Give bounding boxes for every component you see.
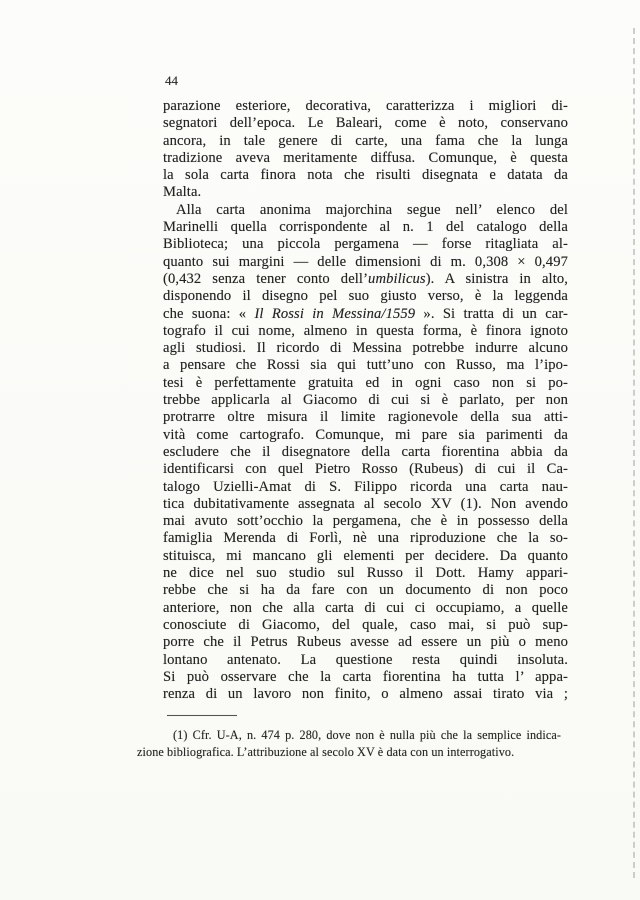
italic-text: Il Rossi in Messina/1559 bbox=[254, 305, 416, 322]
text-segment: Alla carta anonima majorchina segue nell’ elenco del bbox=[176, 201, 568, 218]
text-segment: identificarsi con quel Pietro Rosso (Rubeus) di cui il Ca- bbox=[163, 461, 568, 478]
text-line bbox=[163, 530, 568, 547]
text-segment: ». Si tratta di un car- bbox=[415, 305, 568, 322]
text-line bbox=[163, 479, 568, 496]
text-line bbox=[163, 323, 568, 340]
text-line bbox=[137, 744, 561, 761]
text-line bbox=[163, 236, 568, 253]
footnote-separator-rule bbox=[167, 715, 237, 716]
text-segment: Marinelli quella corrispondente al n. 1 del catalogo della bbox=[163, 219, 568, 236]
text-segment: protrarre oltre misura il limite ragionevole della sua atti- bbox=[163, 409, 568, 426]
text-segment: (0,432 senza tener conto dell’ bbox=[163, 270, 369, 287]
text-segment: parazione esteriore, decorativa, caratterizza i migliori di- bbox=[163, 98, 568, 114]
text-segment: segnatori dell’epoca. Le Baleari, come è noto, conservano bbox=[163, 115, 568, 132]
text-line bbox=[163, 375, 568, 392]
text-line bbox=[163, 582, 568, 599]
text-segment: la sola carta finora nota che risulti disegnata e datata da bbox=[163, 167, 568, 184]
text-line bbox=[163, 600, 568, 617]
text-segment: che suona: « bbox=[163, 305, 255, 322]
text-line bbox=[163, 288, 568, 305]
text-line bbox=[163, 98, 568, 115]
text-segment: ). A sinistra in alto, bbox=[425, 270, 568, 287]
text-line bbox=[163, 634, 568, 651]
text-line bbox=[163, 357, 568, 374]
text-line bbox=[163, 669, 568, 686]
text-segment: tesi è perfettamente gratuita ed in ogni caso non si po- bbox=[163, 374, 568, 391]
text-segment: tradizione aveva meritamente diffusa. Comunque, è questa bbox=[163, 149, 568, 166]
text-line bbox=[163, 409, 568, 426]
text-line bbox=[163, 565, 568, 582]
text-segment: renza di un lavoro non finito, o almeno assai tirato via ; bbox=[163, 686, 568, 703]
text-segment: quanto sui margini — delle dimensioni di m. 0,308 × 0,497 bbox=[163, 253, 568, 270]
text-line bbox=[163, 115, 568, 132]
text-line bbox=[163, 513, 568, 530]
text-line bbox=[163, 548, 568, 565]
text-line bbox=[163, 340, 568, 357]
text-line bbox=[137, 727, 561, 744]
text-line bbox=[163, 150, 568, 167]
text-segment: tografo il cui nome, almeno in questa forma, è finora ignoto bbox=[163, 322, 568, 339]
text-segment: ancora, in tale genere di carte, una fama che la lunga bbox=[163, 132, 568, 149]
text-segment: escludere che il disegnatore della carta fiorentina abbia da bbox=[163, 443, 568, 460]
text-segment: mai avuto sott’occhio la pergamena, che è in possesso della bbox=[163, 513, 568, 530]
text-line bbox=[163, 652, 568, 669]
text-line bbox=[163, 444, 568, 461]
text-line bbox=[163, 202, 568, 219]
text-line bbox=[163, 167, 568, 184]
text-line bbox=[163, 427, 568, 444]
text-line bbox=[163, 686, 568, 703]
text-line bbox=[163, 254, 568, 271]
text-segment: anteriore, non che alla carta di cui ci occupiamo, a quelle bbox=[163, 599, 568, 616]
text-segment: conosciute di Giacomo, del quale, caso mai, si può sup- bbox=[163, 616, 568, 633]
text-segment: porre che il Petrus Rubeus avesse ad essere un più o meno bbox=[163, 634, 568, 651]
text-segment: a pensare che Rossi sia qui tutt’uno con Russo, ma l’ipo- bbox=[163, 357, 568, 374]
text-segment: (1) Cfr. U-A, n. 474 p. 280, dove non è nulla più che la semplice indica- bbox=[173, 728, 561, 742]
text-line bbox=[163, 496, 568, 513]
text-segment: rebbe che si ha da fare con un documento di non poco bbox=[163, 582, 568, 599]
italic-text: umbilicus bbox=[368, 270, 426, 287]
text-segment: talogo Uzielli-Amat di S. Filippo ricorda una carta nau- bbox=[163, 478, 568, 495]
text-line bbox=[163, 271, 568, 288]
text-line bbox=[163, 617, 568, 634]
text-segment: agli studiosi. Il ricordo di Messina potrebbe indurre alcuno bbox=[163, 340, 568, 357]
text-segment: ne dice nel suo studio sul Russo il Dott. Hamy appari- bbox=[163, 565, 568, 582]
page-number: 44 bbox=[165, 73, 178, 88]
text-segment: famiglia Merenda di Forlì, nè una riproduzione che la so- bbox=[163, 530, 568, 547]
text-segment: trebbe applicarla al Giacomo di cui si è parlato, per non bbox=[163, 392, 568, 409]
text-line bbox=[163, 461, 568, 478]
text-segment: Si può osservare che la carta fiorentina ha tutta l’ appa- bbox=[163, 668, 568, 685]
text-segment: lontano antenato. La questione resta quindi insoluta. bbox=[163, 651, 568, 668]
text-segment: Biblioteca; una piccola pergamena — forse ritagliata al- bbox=[163, 236, 568, 253]
main-text-block bbox=[163, 98, 568, 703]
scan-edge-artifact bbox=[633, 28, 635, 878]
text-segment: disponendo il disegno pel suo giusto verso, è la leggenda bbox=[163, 288, 568, 305]
text-line bbox=[163, 184, 568, 201]
text-line bbox=[163, 133, 568, 150]
text-line bbox=[163, 306, 568, 323]
text-segment: zione bibliografica. L’attribuzione al secolo XV è data con un interrogativo. bbox=[137, 745, 515, 760]
text-line bbox=[163, 219, 568, 236]
text-line bbox=[163, 392, 568, 409]
text-segment: stituisca, mi mancano gli elementi per decidere. Da quanto bbox=[163, 547, 568, 564]
text-segment: vità come cartografo. Comunque, mi pare sia parimenti da bbox=[163, 426, 568, 443]
footnote-block bbox=[137, 727, 561, 761]
text-segment: tica dubitativamente assegnata al secolo XV (1). Non avendo bbox=[163, 495, 568, 512]
text-segment: Malta. bbox=[163, 184, 202, 201]
